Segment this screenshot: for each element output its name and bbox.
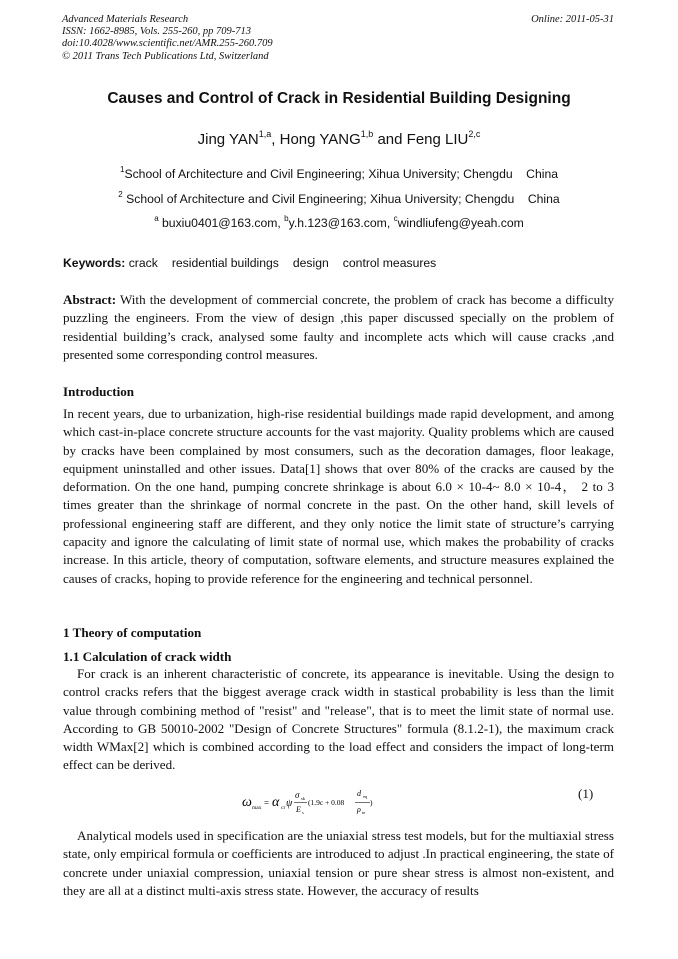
abstract — [63, 291, 614, 364]
crack-width-equation — [240, 784, 400, 820]
author-name: Jing YAN — [197, 131, 259, 148]
issn-line: ISSN: 1662-8985, Vols. 255-260, pp 709-713 — [62, 26, 251, 38]
abstract-label: Abstract: — [63, 292, 117, 307]
eq-rho: ρ — [357, 805, 361, 814]
author-name: Feng LIU — [406, 131, 469, 148]
eq-middle-term: (1.9c + 0.08 — [308, 798, 345, 807]
eq-omega-sub: max — [252, 805, 262, 811]
paper-title: Causes and Control of Crack in Residential Building Designing — [107, 90, 571, 107]
eq-psi: ψ — [286, 798, 293, 809]
author-superscript: 1,b — [360, 129, 374, 139]
eq-alpha: α — [272, 795, 280, 810]
eq-es: E — [296, 805, 301, 814]
affiliation-superscript: 1 — [119, 165, 125, 174]
author-separator: , — [271, 131, 280, 148]
eq-deq: d — [357, 789, 361, 798]
eq-alpha-sub: cr — [281, 805, 286, 811]
affiliation-1 — [0, 167, 678, 181]
email-superscript: c — [393, 214, 398, 223]
journal-header — [62, 14, 614, 63]
affiliation-text: School of Architecture and Civil Engineering; Xihua University; Chengdu China — [124, 167, 559, 181]
eq-omega: ω — [242, 795, 252, 810]
email-text: buxiu0401@163.com, — [158, 216, 285, 230]
keyword-item: crack — [128, 256, 158, 270]
eq-es-sub: s — [302, 810, 304, 815]
introduction-text: In recent years, due to urbanization, high-rise residential buildings made rapid development, and among which cast-in-place concrete structure accounts for the vast majority. Quality problems which are caused by cracks have been complained by most consumers, such as the decoration damages, floor leakage, equipment uninstalled and other issues. Data[1] shows that over 80% of the cracks are caused by the deformation. On the one hand, pumping concrete shrinkage is about 6.0 × 10-4~ 8.0 × 10-4， 2 to 3 times greater than the shrinkage of normal concrete in the past. On the other hand, skill levels of professional engineering staff are different, and they only notice the limit state of structure’s carrying capacity and ignore the calculating of limit state of normal use, which makes the probability of cracks increase. In this article, theory of computation, software elements, and structure measures explained the causes of cracks, hoping to provide reference for the engineering and technical personnel. — [63, 406, 614, 586]
eq-sigma-sub: sk — [301, 796, 306, 801]
introduction-heading: Introduction — [63, 384, 135, 399]
doi-line: doi:10.4028/www.scientific.net/AMR.255-260.709 — [62, 38, 273, 50]
author-superscript: 1,a — [258, 129, 272, 139]
keywords-label: Keywords: — [63, 256, 126, 270]
affiliation-superscript: 2 — [118, 190, 123, 199]
author-separator: and — [373, 131, 407, 148]
email-text: y.h.123@163.com, — [288, 216, 394, 230]
keyword-item: design — [292, 256, 329, 270]
section-1-heading: 1 Theory of computation — [63, 625, 202, 640]
affiliation-text: School of Architecture and Civil Engineering; Xihua University; Chengdu China — [122, 192, 560, 206]
eq-sigma: σ — [295, 790, 300, 800]
subsection-1-1-heading: 1.1 Calculation of crack width — [63, 649, 232, 664]
eq-rho-sub: te — [362, 810, 366, 815]
section-1-1-text: For crack is an inherent characteristic of concrete, its appearance is inevitable. Using the design to control cracks refers that the biggest average crack width in stastical probability is less than the limit value through combining method of "resist" and "release", that is to meet the limit state of normal use. According to GB 50010-2002 "Design of Concrete Structures" formula (8.1.2-1), the maximum crack width WMax[2] which is combined according to the load effect and considers the impact of long-term effect can be derived. — [63, 666, 614, 773]
copyright-line: © 2011 Trans Tech Publications Ltd, Switzerland — [62, 50, 269, 62]
author-superscript: 2,c — [468, 129, 481, 139]
section-1-1-text-continued: Analytical models used in specification are the uniaxial stress test models, but for the multiaxial stress state, only empirical formula or coefficients are introduced to adjust .In practical engineering, the state of concrete under uniaxial compression, uniaxial tension or pure shear stress is almost non-existent, and they are all at a distinct multi-axis stress state. However, the accuracy of results — [63, 828, 614, 898]
online-date: Online: 2011-05-31 — [531, 14, 614, 25]
affiliation-2 — [0, 192, 678, 206]
email-line — [0, 216, 678, 230]
keyword-item: residential buildings — [171, 256, 279, 270]
journal-name: Advanced Materials Research — [62, 14, 189, 25]
email-text: windliufeng@yeah.com — [397, 216, 524, 230]
eq-deq-sub: eq — [363, 794, 368, 799]
keyword-item: control measures — [342, 256, 437, 270]
abstract-text: With the development of commercial concrete, the problem of crack has become a difficulty puzzling the engineers. From the view of design ,this paper discussed specially on the problem of residential building’s crack, analysed some faulty and incomplete acts which will cause cracks ,and presented some corresponding control measures. — [63, 292, 614, 362]
author-line — [0, 131, 678, 148]
email-superscript: b — [284, 214, 289, 223]
eq-close-paren: ) — [370, 798, 373, 807]
keywords — [63, 256, 450, 270]
equation-number: (1) — [578, 786, 594, 801]
author-name: Hong YANG — [279, 131, 361, 148]
email-superscript: a — [154, 214, 159, 223]
eq-equals: = — [264, 798, 270, 808]
